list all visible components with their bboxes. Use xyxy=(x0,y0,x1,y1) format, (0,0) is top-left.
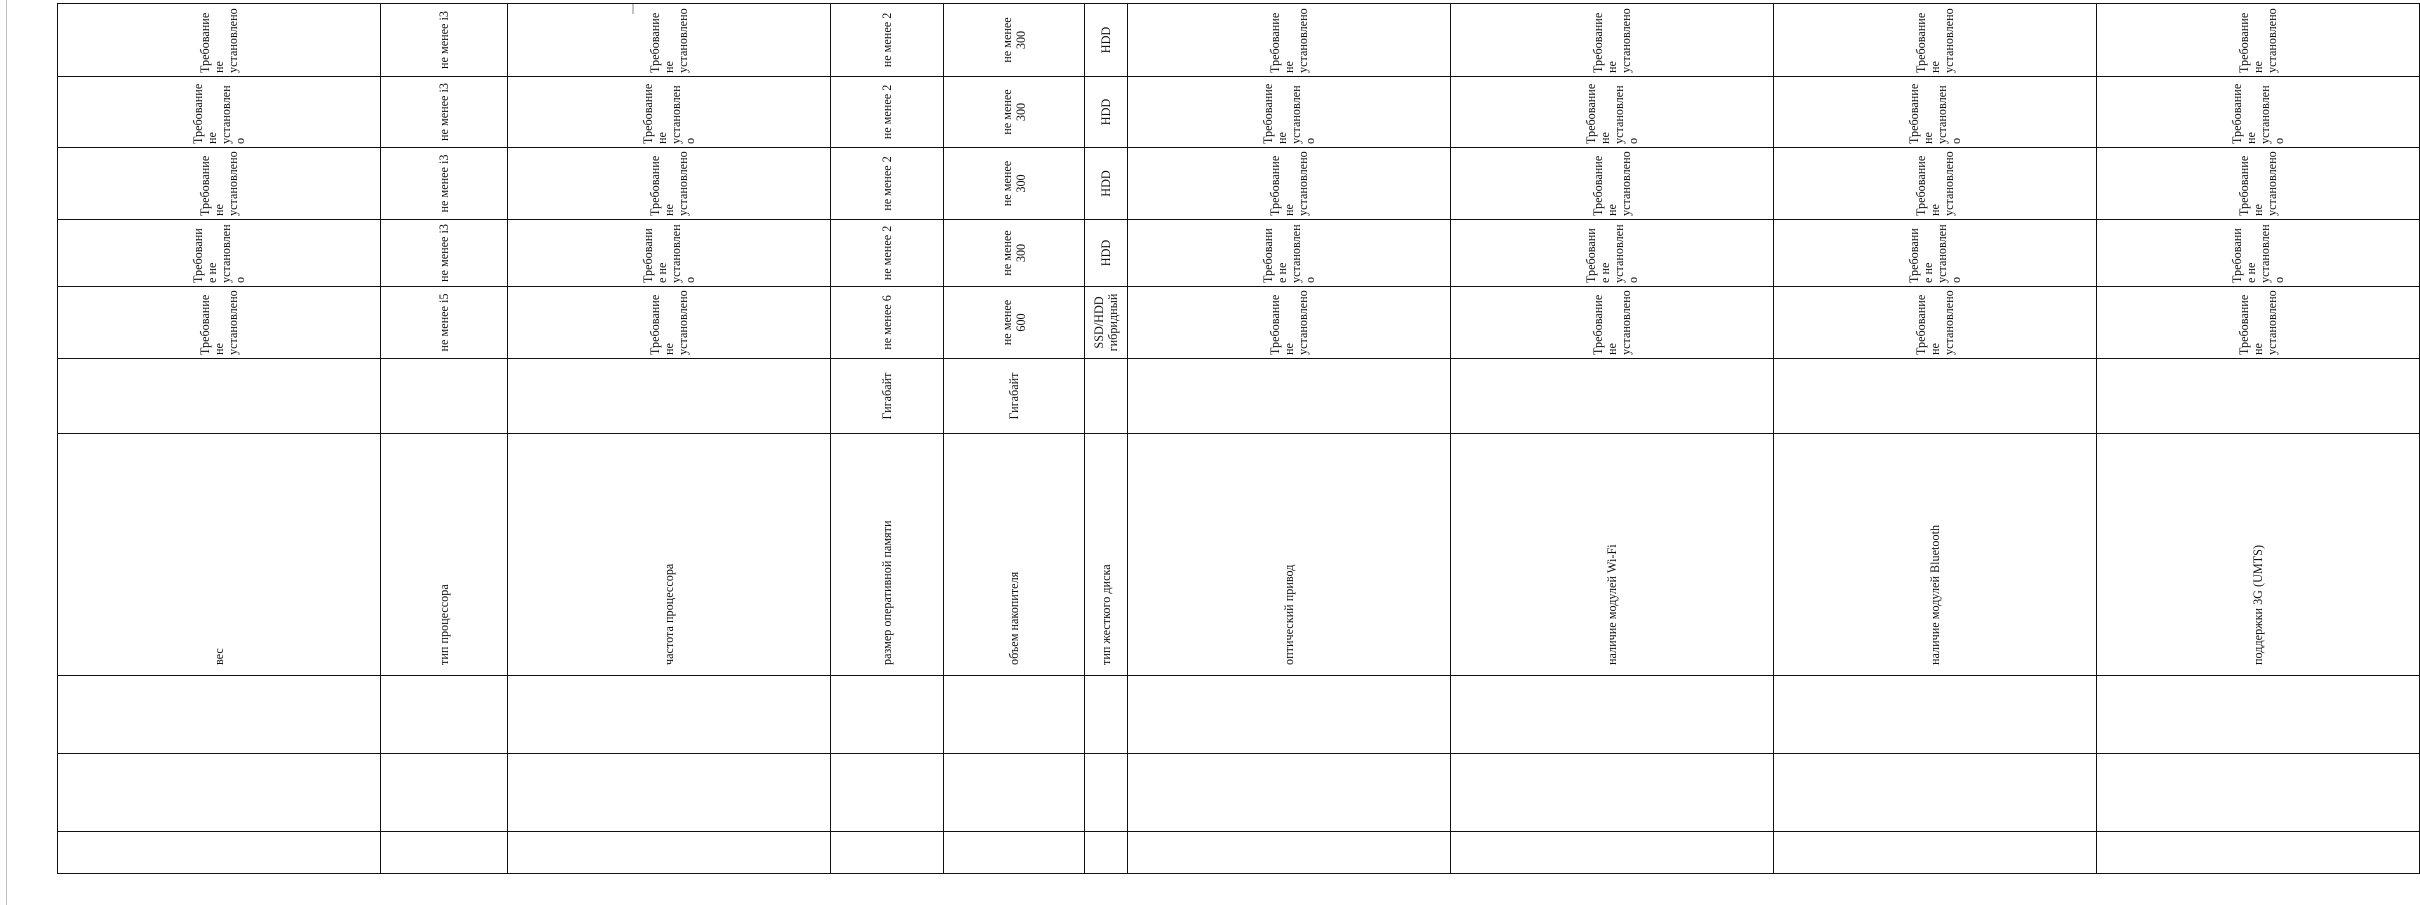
value-cell: Требование не установлено xyxy=(1128,77,1451,148)
value-cell: Требование не установлено xyxy=(1451,148,1774,220)
specs-table xyxy=(57,3,2420,874)
value-cell: Требование не установлено xyxy=(1774,220,2097,287)
empty-cell xyxy=(58,676,381,754)
value-cell: не менее 2 xyxy=(831,4,944,77)
unit-cell xyxy=(58,359,381,434)
row-label: наличие модулей Wi-Fi xyxy=(1451,434,1774,676)
row-label: размер оперативной памяти xyxy=(831,434,944,676)
unit-cell xyxy=(2097,359,2420,434)
value-cell: Требование не установлено xyxy=(508,287,831,359)
value-cell: Требование не установлено xyxy=(1774,77,2097,148)
row-label: наличие модулей Bluetooth xyxy=(1774,434,2097,676)
value-cell: Требование не установлено xyxy=(1128,148,1451,220)
value-cell: не менее i3 xyxy=(381,220,508,287)
empty-cell xyxy=(1774,676,2097,754)
unit-cell xyxy=(1128,359,1451,434)
table-row xyxy=(1128,4,1451,874)
row-label: поддержки 3G (UMTS) xyxy=(2097,434,2420,676)
specs-table-rotated xyxy=(57,4,2286,874)
empty-cell xyxy=(58,832,381,874)
scan-edge-line xyxy=(6,0,7,905)
value-cell: не менее 600 xyxy=(944,287,1085,359)
value-cell: SSD/HDD гибридный xyxy=(1085,287,1128,359)
value-cell: не менее 2 xyxy=(831,148,944,220)
value-cell: Требование не установлено xyxy=(2097,77,2420,148)
empty-cell xyxy=(2097,754,2420,832)
empty-cell xyxy=(1128,676,1451,754)
empty-cell xyxy=(944,754,1085,832)
table-row xyxy=(831,4,944,874)
empty-cell xyxy=(831,754,944,832)
value-cell: Требование не установлено xyxy=(58,77,381,148)
empty-cell xyxy=(58,754,381,832)
empty-cell xyxy=(381,832,508,874)
value-cell: не менее i3 xyxy=(381,4,508,77)
value-cell: не менее 300 xyxy=(944,220,1085,287)
value-cell: Требование не установлено xyxy=(2097,4,2420,77)
empty-cell xyxy=(381,754,508,832)
value-cell: Требование не установлено xyxy=(1128,4,1451,77)
value-cell: Требование не установлено xyxy=(58,4,381,77)
empty-cell xyxy=(1085,676,1128,754)
value-cell: не менее i5 xyxy=(381,287,508,359)
value-cell: не менее 6 xyxy=(831,287,944,359)
value-cell: Требование не установлено xyxy=(1774,4,2097,77)
table-row xyxy=(508,4,831,874)
value-cell: Требование не установлено xyxy=(2097,148,2420,220)
value-cell: не менее 2 xyxy=(831,220,944,287)
value-cell: не менее 300 xyxy=(944,148,1085,220)
value-cell: Требование не установлено xyxy=(508,77,831,148)
value-cell: Требование не установлено xyxy=(2097,220,2420,287)
value-cell: Требование не установлено xyxy=(2097,287,2420,359)
empty-cell xyxy=(381,676,508,754)
row-label: тип процессора xyxy=(381,434,508,676)
value-cell: Требование не установлено xyxy=(1774,287,2097,359)
empty-cell xyxy=(831,676,944,754)
value-cell: Требование не установлено xyxy=(58,148,381,220)
unit-cell: Гигабайт xyxy=(831,359,944,434)
empty-cell xyxy=(508,832,831,874)
empty-cell xyxy=(2097,832,2420,874)
value-cell: Требование не установлено xyxy=(1451,77,1774,148)
unit-cell xyxy=(508,359,831,434)
table-row xyxy=(381,4,508,874)
value-cell: HDD xyxy=(1085,4,1128,77)
value-cell: Требование не установлено xyxy=(1451,287,1774,359)
value-cell: Требование не установлено xyxy=(1128,287,1451,359)
empty-cell xyxy=(944,832,1085,874)
row-label: объем накопителя xyxy=(944,434,1085,676)
unit-cell xyxy=(1085,359,1128,434)
value-cell: Требование не установлено xyxy=(58,287,381,359)
empty-cell xyxy=(2097,676,2420,754)
value-cell: не менее 2 xyxy=(831,77,944,148)
value-cell: не менее 300 xyxy=(944,77,1085,148)
value-cell: Требование не установлено xyxy=(508,148,831,220)
value-cell: Требование не установлено xyxy=(1774,148,2097,220)
row-label: тип жесткого диска xyxy=(1085,434,1128,676)
table-row xyxy=(944,4,1085,874)
row-label: частота процессора xyxy=(508,434,831,676)
value-cell: не менее i3 xyxy=(381,148,508,220)
unit-cell xyxy=(1451,359,1774,434)
value-cell: Требование не установлено xyxy=(58,220,381,287)
value-cell: Требование не установлено xyxy=(1451,4,1774,77)
table-row xyxy=(58,4,381,874)
empty-cell xyxy=(831,832,944,874)
value-cell: Требование не установлено xyxy=(1451,220,1774,287)
empty-cell xyxy=(1451,676,1774,754)
empty-cell xyxy=(944,676,1085,754)
empty-cell xyxy=(508,676,831,754)
value-cell: Требование не установлено xyxy=(508,220,831,287)
table-row xyxy=(1085,4,1128,874)
table-row xyxy=(1774,4,2097,874)
value-cell: HDD xyxy=(1085,220,1128,287)
value-cell: HDD xyxy=(1085,77,1128,148)
unit-cell xyxy=(1774,359,2097,434)
empty-cell xyxy=(1085,832,1128,874)
empty-cell xyxy=(1774,754,2097,832)
empty-cell xyxy=(1774,832,2097,874)
empty-cell xyxy=(1451,754,1774,832)
unit-cell: Гигабайт xyxy=(944,359,1085,434)
empty-cell xyxy=(508,754,831,832)
table-row xyxy=(1451,4,1774,874)
value-cell: Требование не установлено xyxy=(1128,220,1451,287)
value-cell: не менее 300 xyxy=(944,4,1085,77)
unit-cell xyxy=(381,359,508,434)
row-label: вес xyxy=(58,434,381,676)
empty-cell xyxy=(1128,754,1451,832)
empty-cell xyxy=(1451,832,1774,874)
empty-cell xyxy=(1128,832,1451,874)
value-cell: Требование не установлено xyxy=(508,4,831,77)
value-cell: не менее i3 xyxy=(381,77,508,148)
row-label: оптический привод xyxy=(1128,434,1451,676)
empty-cell xyxy=(1085,754,1128,832)
value-cell: HDD xyxy=(1085,148,1128,220)
table-row xyxy=(2097,4,2420,874)
